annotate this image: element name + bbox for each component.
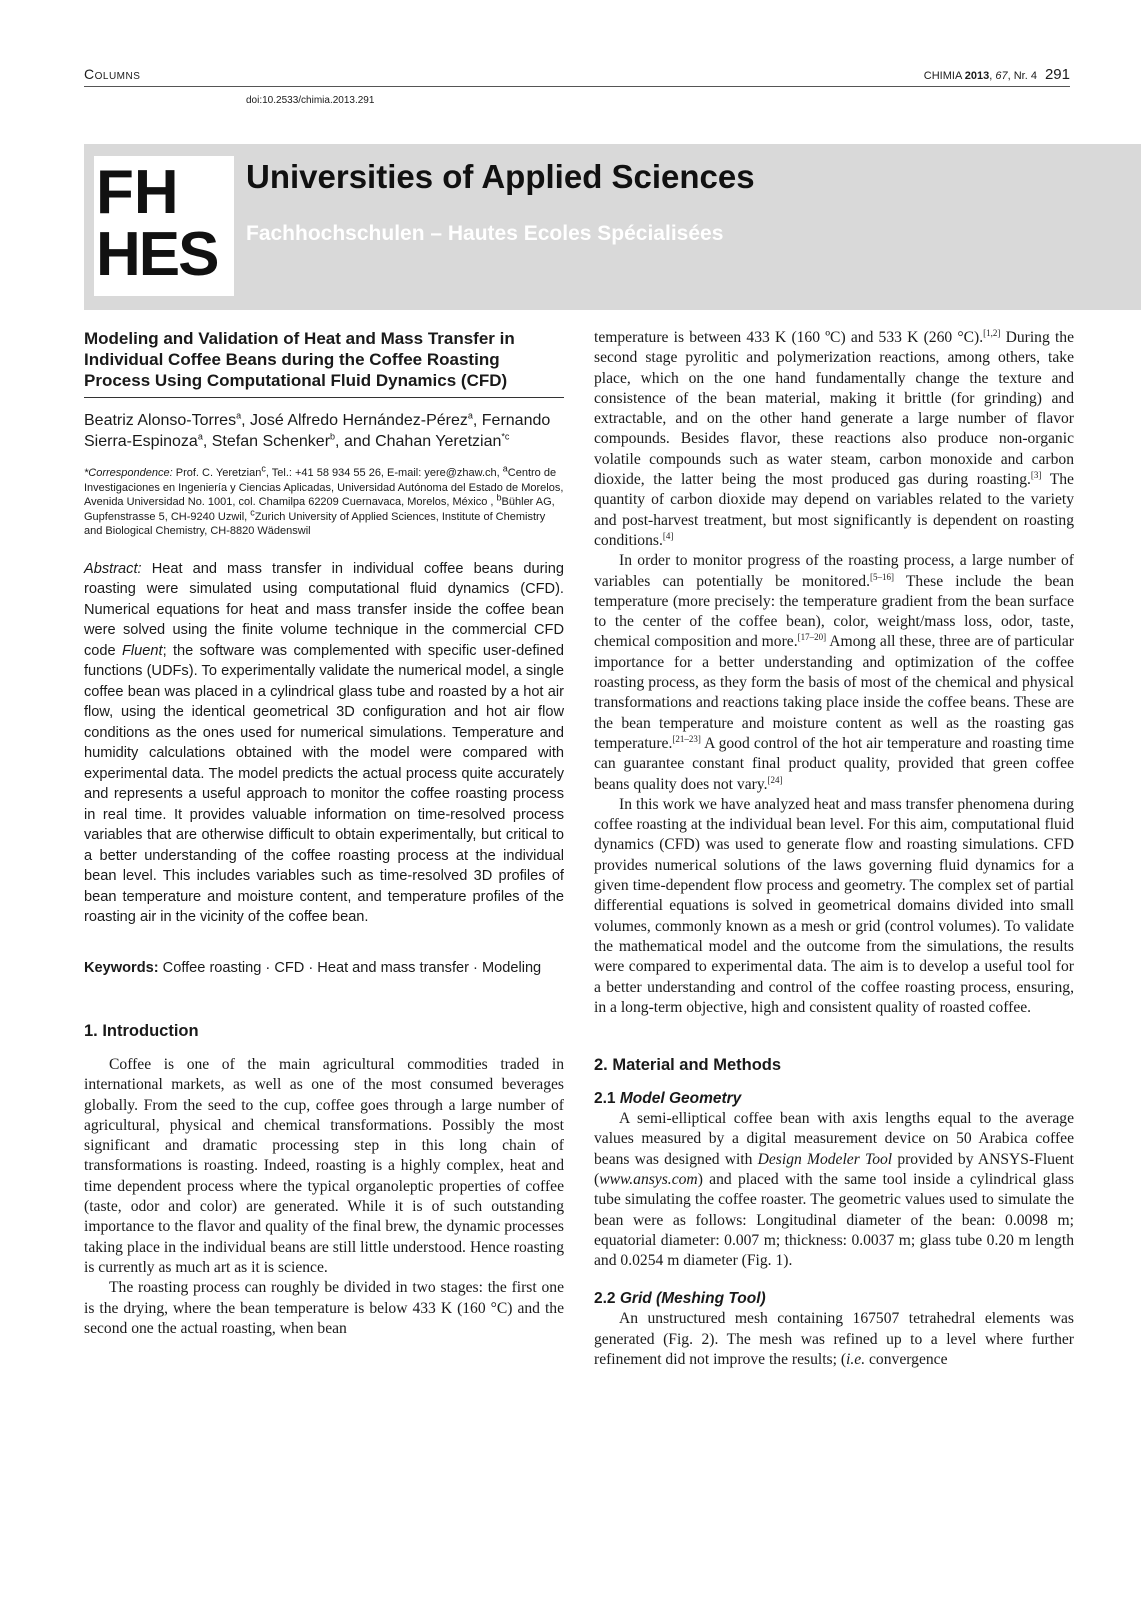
affil-marker: a [502,463,508,474]
author-separator: , [241,412,250,429]
body-text: An unstructured mesh containing 167507 tetrahedral elements was generated (Fig. 2). The mesh was refined up to a level where further refinement did not improve the results; ( [594,1310,1074,1369]
author-affiliation-marker: a [467,410,473,421]
spacer [594,1018,1074,1056]
journal-issue: , Nr. 4 [1007,70,1037,82]
right-column [594,328,1074,1370]
body-paragraph [594,551,1074,795]
citation: [5–16] [870,571,894,582]
journal-volume: 67 [995,70,1008,82]
body-text: These include the bean temperature (more precisely: the temperature gradient from the bean surface to the center of the coffee bean), color, weight/mass loss, odor, taste, chemical composition and more. [594,572,1075,651]
author-name: Fernando Sierra-Espinoza [84,412,551,450]
author-name: Stefan Schenker [211,433,331,450]
body-text: temperature is between 433 K (160 ºC) and 533 K (260 °C). [594,329,984,346]
subsection-heading-grid [594,1289,1074,1309]
author-separator: , [472,412,482,429]
affiliation-c: Zurich University of Applied Sciences, Institute of Chemistry and Biological Chemistry, CH-8820 Wädenswil [84,510,546,537]
journal-year: 2013 [964,70,990,82]
abstract-text: Heat and mass transfer in individual coffee beans during roasting were simulated using computational fluid dynamics (CFD). Numerical equations for heat and mass transfer inside the coffee bean were solved using the finite volume technique in the commercial CFD code [84,560,564,659]
doi: doi:10.2533/chimia.2013.291 [246,95,375,106]
author-separator: , [202,433,212,450]
author-affiliation-marker: b [330,431,336,442]
body-text: i.e. [846,1351,866,1369]
correspondence-contact: , Tel.: +41 58 934 55 26, E-mail: yere@zhaw.ch, [265,467,503,479]
subsection-number: 2.2 [594,1290,620,1308]
body-text: A good control of the hot air temperature and roasting time can guarantee constant final product quality, provided that green coffee beans quality does not vary. [594,734,1074,793]
citation: [3] [1030,469,1042,480]
intro-paragraph: The roasting process can roughly be divided in two stages: the first one is the drying, where the bean temperature is below 433 K (160 °C) and the second one the actual roasting, when bean [84,1279,564,1337]
body-text: provided by ANSYS-Fluent ( [594,1150,1074,1188]
author-name: Beatriz Alonso-Torres [84,412,237,429]
subsection-title: Model Geometry [619,1090,742,1108]
body-text: During the second stage pyrolitic and polymerization reactions, among others, take place, which on the one hand fundamentally change the texture and consistence of the bean material, making it brittle (for grinding) and extractable, and on the other hand generate a large number of flavor compounds. Besides flavor, these reactions also produce non-organic volatile compounds such as water steam, carbon monoxide and carbon dioxide, the latter being the most produced gas during roasting. [594,329,1074,489]
abstract [84,559,564,928]
author-separator: , and [335,433,376,450]
affil-marker: b [496,492,502,503]
body-paragraph [594,1309,1074,1370]
article-title: Modeling and Validation of Heat and Mass Transfer in Individual Coffee Beans during the Coffee Roasting Process Using Computational Fluid Dynamics (CFD) [84,329,515,390]
affiliation-b: Bühler AG, Gupfenstrasse 5, CH-9240 Uzwil, [84,496,555,523]
journal-name: CHIMIA [923,70,962,82]
body-text: A semi-elliptical coffee bean with axis lengths equal to the average values measured by a digital measurement device on 50 Arabica coffee beans was designed with [594,1110,1074,1168]
abstract-text: Fluent [122,642,163,659]
affil-marker: c [250,506,255,517]
logo-line-fh: FH [96,158,179,227]
section-heading-introduction: 1. Introduction [84,1022,199,1040]
keywords-text: Coffee roasting · CFD · Heat and mass transfer · Modeling [158,959,542,976]
citation: [21–23] [672,733,701,744]
subsection-number: 2.1 [594,1090,620,1108]
intro-paragraph: Coffee is one of the main agricultural commodities traded in international markets, as well as one of the most consumed beverages globally. From the seed to the cup, coffee goes through a large number of agricultural, physical and chemical transformations. Possibly the most significant and dramatic processing step in this long chain of transformations is roasting. Indeed, roasting is a highly complex, heat and time dependent process where the typical organoleptic properties of coffee (taste, odor and color) are generated. While it is of such outstanding importance to the flavor and quality of the final brew, the dynamic processes taking place in the individual beans are still little understood. Hence roasting is currently as much art as it is science. [84,1056,564,1276]
keywords [84,958,564,979]
keywords-label: Keywords: [84,959,159,976]
affil-marker: c [261,463,266,474]
journal-reference: CHIMIA 2013, 67, Nr. 4 291 [923,66,1070,83]
banner-title: Universities of Applied Sciences [246,158,755,195]
body-text: Among all these, three are of particular importance for a better understanding and optimization of the coffee roasting process, as they form the basis of most of the chemical and physical transformations and reactions taking place inside the coffee beans. These are the bean temperature and moisture content as well as the roasting gas temperature. [594,633,1074,752]
affiliations [84,463,564,539]
citation: [1,2] [983,327,1001,338]
subsection-title: Grid (Meshing Tool) [619,1290,766,1308]
body-text: Design Modeler Tool [757,1150,893,1168]
author-affiliation-marker: a [197,431,203,442]
body-text: www.ansys.com [599,1170,698,1188]
body-paragraph [594,328,1074,551]
header-rule [84,86,1070,87]
running-header [84,64,1070,88]
citation: [4] [662,530,674,541]
title-rule [84,397,564,398]
correspondence-name: Prof. C. Yeretzian [172,467,262,479]
affiliation-a: Centro de Investigaciones en Ingeniería y Ciencias Aplicadas, Universidad Autónoma del Estado de Morelos, Avenida Universidad No. 1001, col. Chamilpa 62209 Cuernavaca, Morelos, México , [84,467,564,508]
body-text: ) and placed with the same tool inside a cylindrical glass tube simulating the coffee roaster. The geometric values used to simulate the bean were as follows: Longitudinal diameter of the bean: 0.0098 m; equatorial diameter: 0.007 m; thickness: 0.0037 m; glass tube 0.20 m length and 0.0254 m diameter (Fig. 1). [594,1170,1074,1270]
correspondence-label: *Correspondence: [84,467,173,479]
body-paragraph: In this work we have analyzed heat and mass transfer phenomena during coffee roasting at the individual bean level. For this aim, computational fluid dynamics (CFD) was used to generate flow and roasting simulations. CFD provides numerical solutions of the laws governing fluid dynamics for a given time-dependent flow process and geometry. The complex set of partial differential equations is solved in geometrical domains divided into small volumes, commonly known as a mesh or grid (control volumes). To validate the mathematical model and the outcome from the simulations, the results were compared to experimental data. The aim is to develop a useful tool for a better understanding and control of the coffee roasting process, ensuring, in a long-term objective, high and consistent quality of roasted coffee. [594,795,1074,1016]
logo-line-hes: HES [96,220,218,289]
spacer [594,1271,1074,1289]
author-affiliation-marker: *c [501,431,510,442]
subsection-heading-geometry [594,1089,1074,1109]
author-affiliation-marker: a [236,410,242,421]
column-banner [84,144,1141,310]
body-text: convergence [865,1351,948,1369]
citation: [24] [767,774,783,785]
section-label: Columns [84,66,141,82]
page-number: 291 [1044,66,1070,83]
abstract-label: Abstract: [84,560,142,577]
section-heading-methods: 2. Material and Methods [594,1056,782,1075]
fh-hes-logo [94,156,234,296]
author-list [84,410,564,452]
body-text: In order to monitor progress of the roasting process, a large number of variables can potentially be monitored. [594,552,1074,590]
body-text: The quantity of carbon dioxide may depend on variables related to the variety and post-harvest treatment, but most significantly is dependent on roasting conditions. [594,471,1074,549]
citation: [17–20] [797,632,827,643]
author-name: José Alfredo Hernández-Pérez [249,412,468,429]
banner-subtitle: Fachhochschulen – Hautes Ecoles Spécialisées [246,222,724,245]
abstract-text: ; the software was complemented with specific user-defined functions (UDFs). To experimentally validate the numerical model, a single coffee bean was placed in a cylindrical glass tube and roasted by a hot air flow, using the identical geometrical 3D configuration and hot air flow conditions as the ones used for numerical simulations. Temperature and humidity calculations obtained with the model were compared with experimental data. The model predicts the actual process quite accurately and represents a useful approach to monitor the coffee roasting process in real time. It provides valuable information on time-resolved process variables that are otherwise difficult to obtain experimentally, but critical to a better understanding of the coffee roasting process at the individual bean level. This includes variables such as time-resolved 3D profiles of bean temperature and moisture content, and temperature profiles of the roasting air in the vicinity of the coffee bean. [84,642,565,925]
author-name: Chahan Yeretzian [375,433,502,450]
left-column [84,328,564,1339]
body-paragraph [594,1109,1074,1271]
